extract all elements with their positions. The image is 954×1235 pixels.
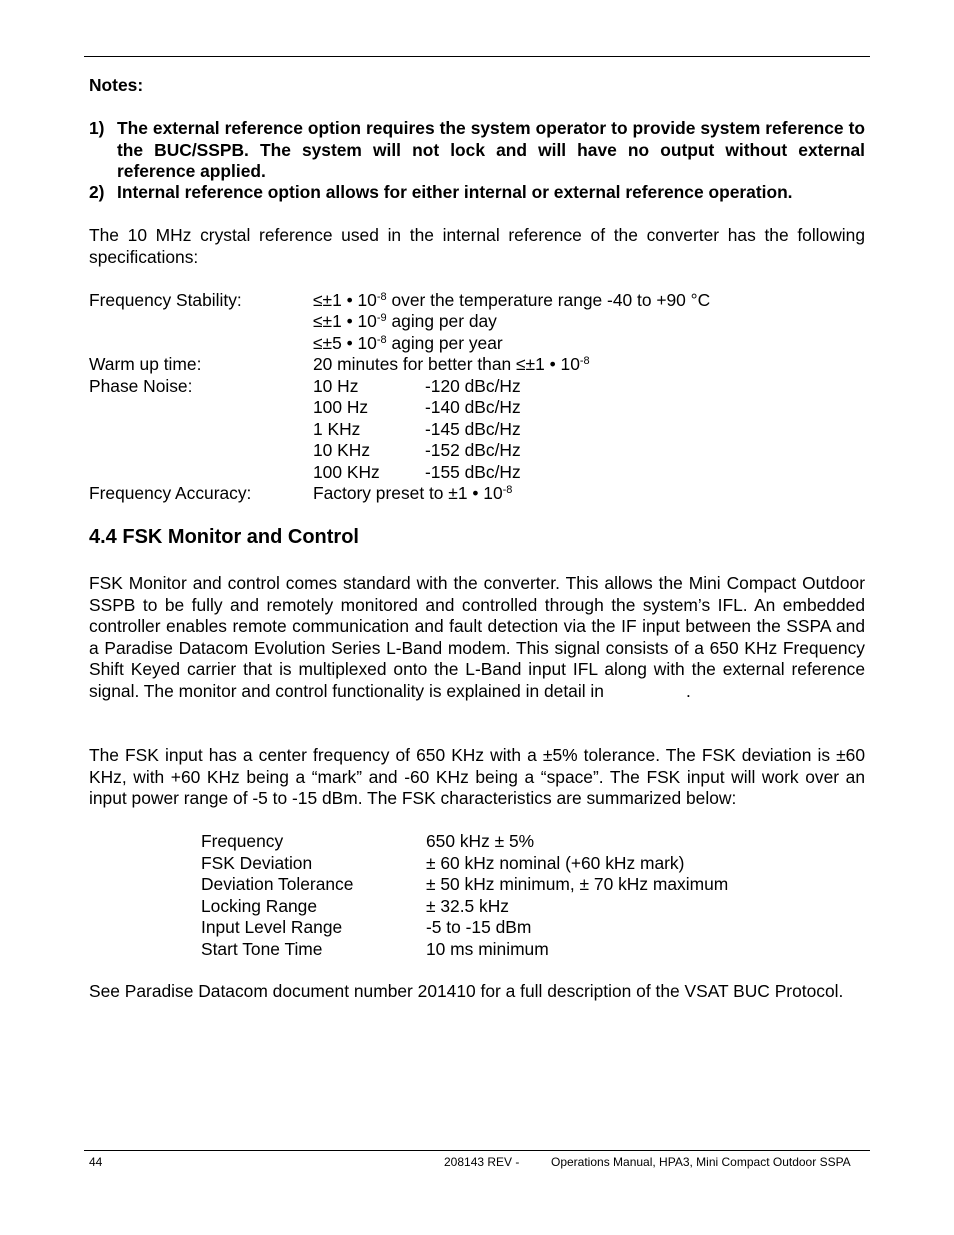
freq-stability-line-2: ≤±1 • $10^{-9}$ aging per day xyxy=(313,311,497,331)
phase-noise-freq: 100 Hz xyxy=(313,397,369,417)
freq-stability-label: Frequency Stability: xyxy=(89,290,242,310)
footer-rule xyxy=(84,1150,870,1151)
note-number: 1) xyxy=(89,118,105,138)
fsk-paragraph-2: The FSK input has a center frequency of 650 KHz with a ±5% tolerance. The FSK deviation is ±60 KHz, with +60 KHz being a “mark” and -60 KHz being a “space”. The FSK input will work over an input power range of -5 to -15 dBm. The FSK characteristics are summarized below: xyxy=(89,745,865,808)
warmup-label: Warm up time: xyxy=(89,354,202,374)
accuracy-value: Factory preset to ±1 • $10^{-8}$ xyxy=(313,483,513,503)
header-rule xyxy=(84,56,870,57)
accuracy-label: Frequency Accuracy: xyxy=(89,483,252,503)
section-heading: 4.4 FSK Monitor and Control xyxy=(89,526,359,548)
phase-noise-value: -155 dBc/Hz xyxy=(425,462,521,482)
phase-noise-freq: 10 KHz xyxy=(313,440,371,460)
phase-noise-freq: 10 Hz xyxy=(313,376,359,396)
warmup-value: 20 minutes for better than ≤±1 • $10^{-8}$ xyxy=(313,354,590,374)
intro-paragraph: The 10 MHz crystal reference used in the internal reference of the converter has the following specifications: xyxy=(89,225,865,267)
fsk-param-value: ± 60 kHz nominal (+60 kHz mark) xyxy=(426,853,685,873)
note-number: 2) xyxy=(89,182,105,202)
note-2 xyxy=(89,182,865,204)
fsk-paragraph-3: See Paradise Datacom document number 201410 for a full description of the VSAT BUC Protocol. xyxy=(89,981,844,1001)
note-1 xyxy=(89,118,865,183)
page-number: 44 xyxy=(89,1155,103,1169)
phase-noise-value: -145 dBc/Hz xyxy=(425,419,521,439)
phase-noise-value: -140 dBc/Hz xyxy=(425,397,521,417)
fsk-param-name: FSK Deviation xyxy=(201,853,313,873)
fsk-param-name: Start Tone Time xyxy=(201,939,323,959)
phase-noise-value: -120 dBc/Hz xyxy=(425,376,521,396)
note-text: Internal reference option allows for either internal or external reference operation. xyxy=(117,182,793,202)
note-text: The external reference option requires the system operator to provide system reference to the BUC/SSPB. The system will not lock and will have no output without external reference applied. xyxy=(117,118,865,181)
fsk-param-value: -5 to -15 dBm xyxy=(426,917,532,937)
fsk-param-value: ± 50 kHz minimum, ± 70 kHz maximum xyxy=(426,874,729,894)
fsk-paragraph-1: FSK Monitor and control comes standard with the converter. This allows the Mini Compact Outdoor SSPB to be fully and remotely monitored and controlled through the system’s IFL. An embedded controller enables remote communication and fault detection via the IF input between the SSPA and a Paradise Datacom Evolution Series L-Band modem. This signal consists of a 650 KHz Frequency Shift Keyed carrier that is multiplexed onto the L-Band input IFL along with the external reference signal. The monitor and control functionality is explained in detail in . xyxy=(89,573,865,701)
doc-title: Operations Manual, HPA3, Mini Compact Outdoor SSPA xyxy=(551,1155,851,1169)
fsk-param-name: Locking Range xyxy=(201,896,318,916)
freq-stability-line-1: ≤±1 • $10^{-8}$ over the temperature range -40 to +90 °C xyxy=(313,290,711,310)
phase-noise-freq: 1 KHz xyxy=(313,419,361,439)
phase-noise-value: -152 dBc/Hz xyxy=(425,440,521,460)
fsk-param-name: Frequency xyxy=(201,831,284,851)
fsk-param-value: 650 kHz ± 5% xyxy=(426,831,535,851)
fsk-param-value: ± 32.5 kHz xyxy=(426,896,510,916)
fsk-param-name: Input Level Range xyxy=(201,917,343,937)
freq-stability-line-3: ≤±5 • $10^{-8}$ aging per year xyxy=(313,333,503,353)
phase-noise-freq: 100 KHz xyxy=(313,462,380,482)
fsk-param-name: Deviation Tolerance xyxy=(201,874,354,894)
phase-noise-label: Phase Noise: xyxy=(89,376,193,396)
notes-heading: Notes: xyxy=(89,75,144,95)
doc-number: 208143 REV - xyxy=(444,1155,520,1169)
fsk-param-value: 10 ms minimum xyxy=(426,939,549,959)
